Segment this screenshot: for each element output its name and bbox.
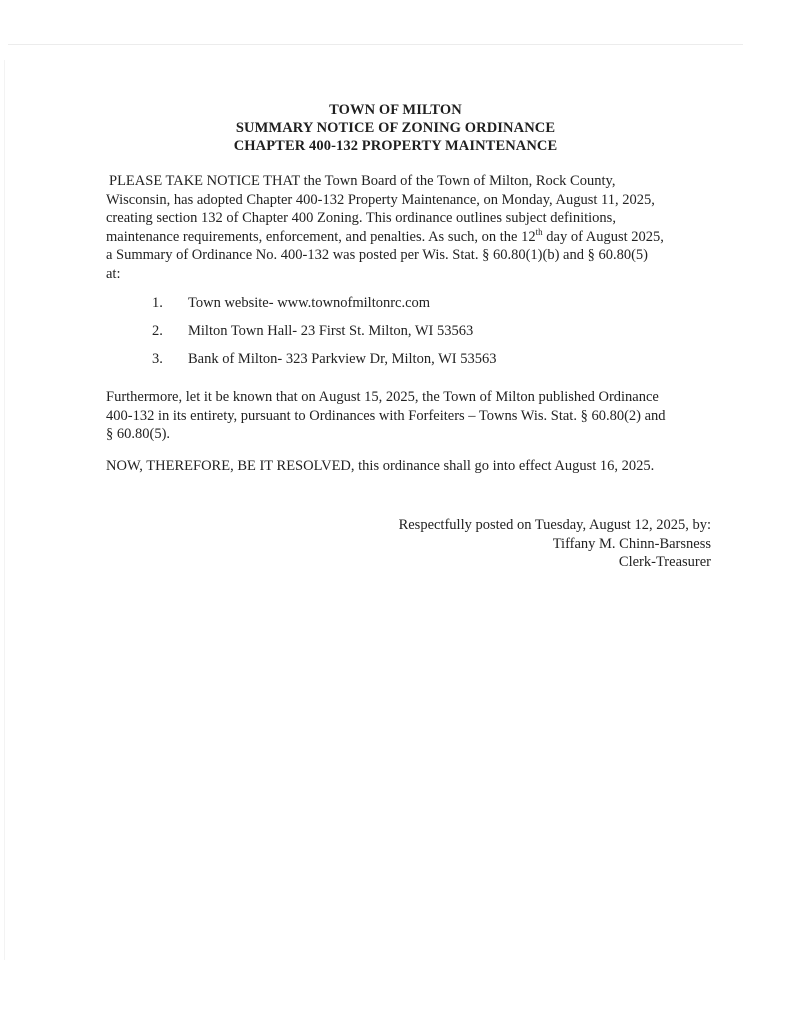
list-number: 2. xyxy=(152,323,163,339)
signer-name: Tiffany M. Chinn-Barsness xyxy=(552,535,711,552)
list-item xyxy=(152,351,496,379)
intro-text: maintenance requirements, enforcement, and penalties. As such, on the 12 xyxy=(106,228,536,245)
furthermore-line: § 60.80(5). xyxy=(106,426,171,442)
list-item-text: Town website- www.townofmiltonrc.com xyxy=(188,295,431,311)
intro-text: day of August 2025, xyxy=(542,228,664,245)
header-chapter-title: CHAPTER 400-132 PROPERTY MAINTENANCE xyxy=(233,138,558,154)
posting-locations-list xyxy=(152,295,496,379)
ordinal-superscript: th xyxy=(535,226,543,237)
intro-line: a Summary of Ordinance No. 400-132 was posted per Wis. Stat. § 60.80(1)(b) and § 60.80(5) xyxy=(106,247,648,263)
document-header xyxy=(0,101,791,155)
posted-statement: Respectfully posted on Tuesday, August 12, 2025, by: xyxy=(398,517,711,533)
list-item xyxy=(152,323,496,351)
list-item-text: Bank of Milton- 323 Parkview Dr, Milton, WI 53563 xyxy=(188,351,497,367)
header-town-name: TOWN OF MILTON xyxy=(329,102,462,118)
signer-title: Clerk-Treasurer xyxy=(618,554,711,570)
intro-line xyxy=(106,228,716,247)
list-number: 1. xyxy=(152,295,163,311)
furthermore-line: Furthermore, let it be known that on August 15, 2025, the Town of Milton published Ordinance xyxy=(106,389,659,405)
intro-paragraph xyxy=(106,172,716,283)
intro-line: at: xyxy=(106,265,121,282)
header-notice-title: SUMMARY NOTICE OF ZONING ORDINANCE xyxy=(235,120,556,136)
scan-edge-line xyxy=(8,44,743,45)
furthermore-paragraph xyxy=(106,388,716,444)
intro-line: creating section 132 of Chapter 400 Zoning. This ordinance outlines subject definitions, xyxy=(106,210,616,226)
list-number: 3. xyxy=(152,351,163,367)
furthermore-line: 400-132 in its entirety, pursuant to Ordinances with Forfeiters – Towns Wis. Stat. § 60.80(2) and xyxy=(106,407,666,424)
intro-line: PLEASE TAKE NOTICE THAT the Town Board of the Town of Milton, Rock County, xyxy=(109,173,616,189)
resolved-paragraph: NOW, THEREFORE, BE IT RESOLVED, this ordinance shall go into effect August 16, 2025. xyxy=(106,458,655,474)
list-item xyxy=(152,295,496,323)
list-item-text: Milton Town Hall- 23 First St. Milton, WI 53563 xyxy=(188,323,474,339)
intro-line: Wisconsin, has adopted Chapter 400-132 Property Maintenance, on Monday, August 11, 2025, xyxy=(106,191,655,208)
signature-block xyxy=(399,516,711,572)
scan-edge-line xyxy=(4,60,5,960)
